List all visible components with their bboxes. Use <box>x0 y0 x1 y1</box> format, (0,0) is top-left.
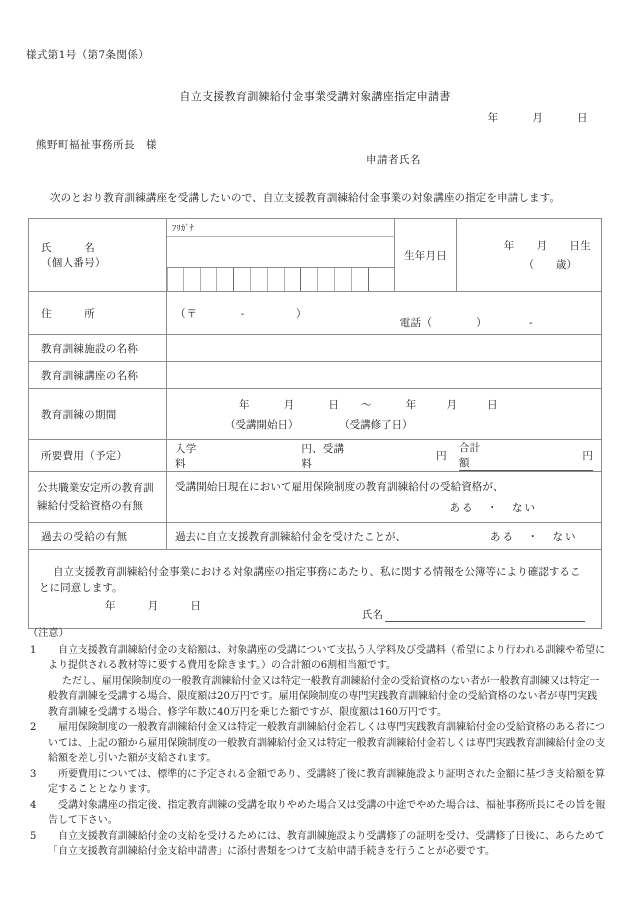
note-sub-text: ただし、雇用保険制度の一般教育訓練給付金又は特定一般教育訓練給付金の受給資格のない者が一般教育訓練又は特定一般教育訓練を受講する場合、限度額は20万円です。雇用保険制度の専門実践教育訓練給付金の受給資格のない者が専門実践教育訓練を受講する場合、修学年数に40万円を乗じた額ですが、限度額は160万円です。 <box>48 675 600 718</box>
period-tilde: ～ <box>361 398 373 411</box>
telephone-close: ） <box>476 317 488 329</box>
table-row-cost <box>29 440 602 472</box>
number-box[interactable] <box>217 268 234 291</box>
employment-insurance-statement: 受講開始日現在において雇用保険制度の教育訓練給付の受給資格が、 <box>175 481 504 493</box>
course-name-input[interactable] <box>167 362 602 389</box>
note-text: 所要費用については、標準的に予定される金額であり、受講終了後に教育訓練施設より証明された金額に基づき支給額を算定することとなります。 <box>48 768 606 795</box>
period-end-caption: （受講修了日） <box>339 418 413 431</box>
period-start-year: 年 <box>239 398 250 411</box>
tuition-fee-unit: 円 <box>436 450 447 462</box>
period-input-cell[interactable] <box>167 389 602 440</box>
address-label: 住 所 <box>29 292 167 335</box>
age-paren-open: （ <box>523 259 534 271</box>
employment-insurance-label <box>29 472 167 523</box>
period-label: 教育訓練の期間 <box>29 389 167 440</box>
submission-date-day: 日 <box>577 112 588 124</box>
telephone-line <box>400 315 533 330</box>
cost-input-cell[interactable] <box>167 440 602 472</box>
addressee: 熊野町福祉事務所長 様 <box>36 139 157 151</box>
birthdate-year-unit: 年 <box>503 240 515 252</box>
cost-line <box>175 440 593 471</box>
age-unit: 歳） <box>556 259 577 271</box>
birthdate-ymd-line <box>463 238 595 253</box>
number-box[interactable] <box>167 268 184 291</box>
note-number: 3 <box>30 768 37 780</box>
table-row-consent <box>29 550 602 629</box>
telephone-dash: - <box>528 317 533 329</box>
document-title: 自立支援教育訓練給付金事業受講対象講座指定申請書 <box>179 90 451 103</box>
consent-date-month: 月 <box>147 600 159 613</box>
course-name-label: 教育訓練講座の名称 <box>29 362 167 389</box>
furigana-label: ﾌﾘｶﾞﾅ <box>167 219 394 237</box>
name-input-cell[interactable] <box>167 219 395 292</box>
period-end-day: 日 <box>487 398 499 411</box>
age-line <box>463 257 595 272</box>
individual-number-boxes[interactable] <box>167 268 394 291</box>
notes-heading: （注意） <box>28 628 69 639</box>
postal-dash: - <box>240 307 246 320</box>
employment-insurance-label-line2: 練給付受給資格の有無 <box>37 500 143 512</box>
table-row-course <box>29 362 602 389</box>
table-row-period <box>29 389 602 440</box>
note-number: 1 <box>30 644 37 656</box>
facility-name-input[interactable] <box>167 335 602 362</box>
period-end-month: 月 <box>446 398 458 411</box>
number-box[interactable] <box>285 268 302 291</box>
number-box[interactable] <box>318 268 335 291</box>
consent-date-day: 日 <box>190 600 202 613</box>
intro-paragraph: 次のとおり教育訓練講座を受講したいので、自立支援教育訓練給付金事業の対象講座の指定を申請します。 <box>50 192 561 204</box>
number-box[interactable] <box>268 268 285 291</box>
consent-date-year: 年 <box>105 600 116 613</box>
table-row-name <box>29 219 602 292</box>
consent-signature-area[interactable] <box>362 607 585 622</box>
total-label: 合計額 <box>458 442 481 469</box>
period-start-day: 日 <box>328 398 340 411</box>
admission-fee-unit: 円、受講料 <box>301 442 345 470</box>
past-receipt-line <box>175 529 593 544</box>
telephone-label: 電話（ <box>399 317 433 329</box>
employment-insurance-choice[interactable]: ある ・ ない <box>449 502 537 514</box>
table-row-employment-insurance <box>29 472 602 523</box>
period-caption-line <box>167 417 601 432</box>
number-box[interactable] <box>234 268 251 291</box>
note-number: 5 <box>30 830 37 842</box>
period-end-year: 年 <box>405 398 417 411</box>
admission-fee-label: 入学料 <box>175 442 197 470</box>
employment-insurance-cell[interactable] <box>167 472 602 523</box>
note-item <box>28 829 606 860</box>
total-unit: 円 <box>582 449 594 462</box>
note-text: 自立支援教育訓練給付金の支給を受けるためには、教育訓練施設より受講修了の証明を受け、受講修了日後に、あらためて「自立支援教育訓練給付金支給申請書」に添付書類をつけて支給申請手続きを行うことが必要です。 <box>48 830 605 857</box>
consent-name-label: 氏名 <box>362 609 383 621</box>
birthdate-month-unit: 月 <box>536 240 548 252</box>
facility-name-label: 教育訓練施設の名称 <box>29 335 167 362</box>
birthdate-input-cell[interactable] <box>457 219 602 292</box>
notes-section <box>28 626 606 860</box>
total-amount-field[interactable] <box>459 440 593 471</box>
application-table <box>28 218 602 629</box>
postal-close: ） <box>295 307 308 320</box>
note-text: 受講対象講座の指定後、指定教育訓練の受講を取りやめた場合又は受講の中途でやめた場合は、福祉事務所長にその旨を報告して下さい。 <box>48 799 606 826</box>
past-receipt-choice[interactable]: ある ・ ない <box>490 530 578 543</box>
note-item <box>28 767 606 798</box>
note-number: 2 <box>30 722 37 733</box>
note-text: 雇用保険制度の一般教育訓練給付金又は特定一般教育訓練給付金若しくは専門実践教育訓練給付金の受給資格のある者については、上記の額から雇用保険制度の一般教育訓練給付金又は特定一般教育訓練給付金若しくは専門実践教育訓練給付金の支給額を差し引いた額が支給されます。 <box>48 722 606 764</box>
consent-statement: 自立支援教育訓練給付金事業における対象講座の指定事務にあたり、私に関する情報を公簿等により確認することに同意します。 <box>39 565 581 594</box>
signature-line[interactable] <box>385 608 585 622</box>
note-main-text: 自立支援教育訓練給付金の支給額は、対象講座の受講について支払う入学料及び受講料（希望により行われる訓練や希望により提供される教材等に要する費用を除きます。）の合計額の6割相当額です。 <box>48 644 606 671</box>
table-row-facility <box>29 335 602 362</box>
number-box[interactable] <box>201 268 218 291</box>
name-label-cell <box>29 219 167 292</box>
table-row-past-receipt <box>29 523 602 550</box>
postal-mark-icon: （〒 <box>175 307 198 320</box>
period-date-line <box>167 397 601 412</box>
submission-date-line <box>488 110 588 125</box>
submission-date-month: 月 <box>532 112 544 124</box>
past-receipt-label: 過去の受給の有無 <box>29 523 167 550</box>
past-receipt-statement: 過去に自立支援教育訓練給付金を受けたことが、 <box>175 530 406 543</box>
employment-insurance-label-line1: 公共職業安定所の教育訓 <box>37 481 154 494</box>
number-box[interactable] <box>301 268 318 291</box>
birthdate-label: 生年月日 <box>395 219 457 292</box>
number-box[interactable] <box>352 268 369 291</box>
note-text <box>48 643 606 721</box>
period-start-month: 月 <box>283 398 295 411</box>
name-write-area[interactable] <box>167 237 394 268</box>
number-box[interactable] <box>251 268 268 291</box>
birthdate-day-unit: 日生 <box>569 240 591 252</box>
note-item <box>28 720 606 767</box>
note-item <box>28 798 606 829</box>
note-number: 4 <box>30 799 37 811</box>
cost-label: 所要費用（予定） <box>29 440 167 472</box>
submission-date-year: 年 <box>487 112 499 124</box>
address-input-cell[interactable] <box>167 292 602 335</box>
consent-cell <box>29 550 602 629</box>
table-row-address <box>29 292 602 335</box>
form-code: 様式第1号（第7条関係） <box>26 49 150 61</box>
note-item <box>28 643 606 721</box>
number-box[interactable] <box>184 268 201 291</box>
applicant-name-label: 申請者氏名 <box>366 154 421 166</box>
period-start-caption: （受講開始日） <box>225 418 299 431</box>
past-receipt-cell[interactable] <box>167 523 602 550</box>
number-box[interactable] <box>335 268 352 291</box>
name-label-line2: （個人番号） <box>41 257 106 269</box>
name-label-line1: 氏 名 <box>41 242 95 254</box>
